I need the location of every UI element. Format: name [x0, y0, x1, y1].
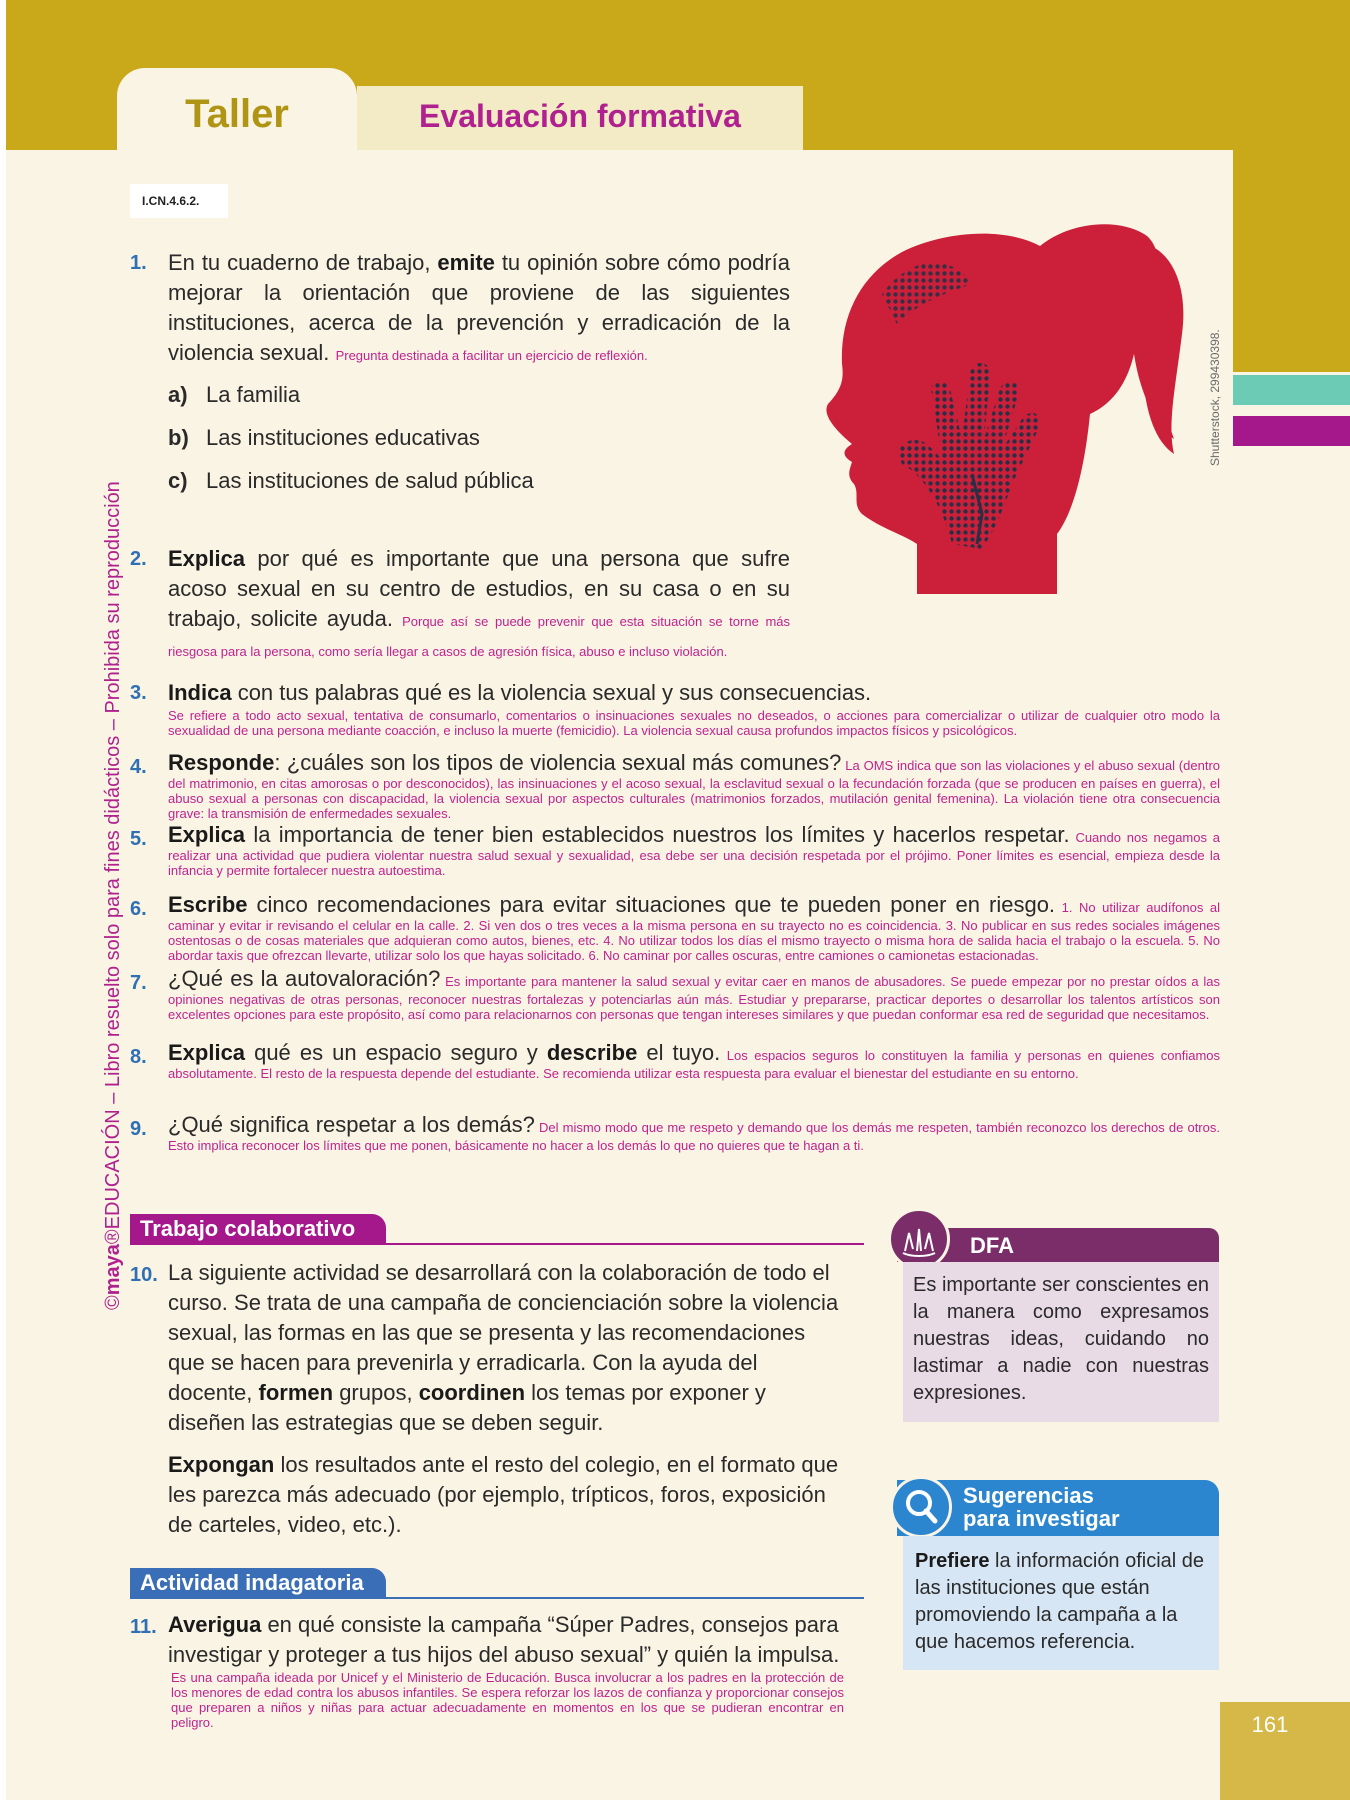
q10-p2: los resultados ante el resto del colegio, en el formato que les parezca más adecuado (por ejemplo, trípticos, foros, exposición de carteles, video, etc.). — [168, 1452, 839, 1537]
q6 — [168, 892, 1220, 963]
teal-edge-tab — [1233, 375, 1350, 405]
q8-answer: Los espacios seguros lo constituyen la familia y personas en quienes confiamos absolutamente. El resto de la respuesta depende del estudiante. Se recomienda utilizar esta respuesta para evaluar el bienestar del estudiante en su entorno. — [168, 1048, 1220, 1081]
q8-number: 8. — [130, 1046, 147, 1068]
q9 — [168, 1112, 1220, 1153]
q7-answer: Es importante para mantener la salud sexual y evitar caer en manos de abusadores. Se puede empezar por no prestar oídos a las opiniones negativas de otras personas, reconocer nuestras fortalezas y potenciarlas aún más. Estudiar y prepararse, practicar deportes o desarrollar los talentos artísticos son excelentes opciones para este propósito, así como para relacionarnos con personas que tengan intereses similares y que puedan conformar esa red de seguridad que necesitamos. — [168, 974, 1220, 1022]
q5-text: la importancia de tener bien establecidos nuestros los límites y hacerlos respetar. — [245, 822, 1070, 847]
q7 — [168, 966, 1220, 1022]
q10-verb3: Expongan — [168, 1452, 275, 1477]
q5 — [168, 822, 1220, 878]
q8-verb: Explica — [168, 1040, 246, 1065]
q3-verb: Indica — [168, 680, 232, 705]
q11-verb: Averigua — [168, 1612, 262, 1637]
q8 — [168, 1040, 1220, 1081]
right-banner — [1233, 0, 1350, 372]
trabajo-colaborativo-header: Trabajo colaborativo — [130, 1214, 386, 1244]
q1-item-c-text: Las instituciones de salud pública — [206, 468, 534, 493]
q1-item-a — [168, 382, 300, 408]
q11-number: 11. — [130, 1616, 157, 1638]
q10-verb1: formen — [258, 1380, 334, 1405]
q5-verb: Explica — [168, 822, 246, 847]
image-credit: Shutterstock, 299430398. — [1208, 329, 1222, 466]
q4-text: : ¿cuáles son los tipos de violencia sexual más comunes? — [274, 750, 842, 775]
sugerencias-title-line2: para investigar — [963, 1506, 1120, 1531]
sugerencias-title-line1: Sugerencias — [963, 1483, 1094, 1508]
dfa-title: DFA — [970, 1233, 1014, 1258]
indicator-code: I.CN.4.6.2. — [130, 184, 228, 218]
q1-item-a-text: La familia — [206, 382, 301, 407]
sugerencias-verb: Prefiere — [915, 1550, 990, 1572]
q6-number: 6. — [130, 898, 147, 920]
evaluacion-title: Evaluación formativa — [419, 98, 741, 134]
q9-number: 9. — [130, 1118, 147, 1140]
q1-number: 1. — [130, 252, 147, 274]
q9-answer: Del mismo modo que me respeto y demando que los demás me respeten, también reconozco los derechos de otros. Esto implica reconocer los límites que me ponen, básicamente no hacer a los demás lo que no quieres que te hagan a ti. — [168, 1120, 1220, 1153]
q6-text: cinco recomendaciones para evitar situaciones que te pueden poner en riesgo. — [247, 892, 1056, 917]
magnifier-icon — [890, 1476, 952, 1538]
q2-number: 2. — [130, 548, 147, 570]
q2-verb: Explica — [168, 546, 246, 571]
q7-number: 7. — [130, 972, 147, 994]
q1-pre: En tu cuaderno de trabajo, — [168, 250, 438, 275]
q7-text: ¿Qué es la autovaloración? — [168, 966, 441, 991]
side-copyright: ©maya®EDUCACIÓN – Libro resuelto solo para fines didácticos – Prohibida su reproducción — [102, 481, 124, 1310]
q1 — [168, 248, 790, 368]
q1-item-b — [168, 425, 480, 451]
q1-item-c-letter: c) — [168, 468, 188, 493]
indagatoria-divider — [130, 1597, 864, 1599]
q8-verb2: describe — [546, 1040, 638, 1065]
purple-edge-tab — [1233, 416, 1350, 446]
q4-number: 4. — [130, 756, 147, 778]
q8-text: el tuyo. — [637, 1040, 721, 1065]
taller-title: Taller — [185, 92, 289, 136]
q1-item-c — [168, 468, 534, 494]
q11-text: en qué consiste la campaña “Súper Padres, consejos para investigar y proteger a tus hijos del abuso sexual” y quién la impulsa. — [168, 1612, 840, 1667]
trabajo-divider — [130, 1243, 864, 1245]
q3 — [168, 678, 1220, 738]
q10-p1-mid: grupos, — [333, 1380, 419, 1405]
q8-mid: qué es un espacio seguro y — [245, 1040, 547, 1065]
sugerencias-body: la información oficial de las instituciones que están promoviendo la campaña a la que hacemos referencia. — [915, 1550, 1205, 1653]
q9-text: ¿Qué significa respetar a los demás? — [168, 1112, 535, 1137]
q2-text: por qué es importante que una persona que sufre acoso sexual en su centro de estudios, en su casa o en su trabajo, solicite ayuda. — [168, 546, 790, 631]
head-illustration — [822, 214, 1202, 594]
q4-verb: Responde — [168, 750, 275, 775]
q3-number: 3. — [130, 682, 147, 704]
sugerencias-title — [963, 1484, 1120, 1530]
q6-answer: 1. No utilizar audífonos al caminar y evitar ir revisando el celular en la calle. 2. Si ven dos o tres veces a la misma persona en su trayecto no es coincidencia. 3. No publicar en sus redes sociales imágenes ostentosas o de cosas materiales que adquieran como autos, bienes, etc. 4. No utilizar todos los días el mismo trayecto o misma hora de salida hacia el trabajo o la escuela. 5. No abordar taxis que ofrezcan llevarte, utilizar solo los que hayas solicitado. 6. No caminar por calles oscuras, entre camiones o camionetas estacionadas. — [168, 900, 1220, 963]
brand-logo: maya — [102, 1244, 124, 1296]
q4-answer: La OMS indica que son las violaciones y el abuso sexual (dentro del matrimonio, en citas amorosas o por desconocidos), las insinuaciones y el acoso sexual, la esclavitud sexual o la fecundación forzada (que se producen en países en guerra), el abuso sexual a personas con discapacidad, la violencia sexual por aspectos culturales (matrimonios forzados, mutilación genital femenina). La violación tiene otra consecuencia grave: la transmisión de enfermedades sexuales. — [168, 758, 1220, 821]
q5-number: 5. — [130, 828, 147, 850]
q2 — [168, 544, 790, 664]
q6-verb: Escribe — [168, 892, 248, 917]
q10 — [168, 1258, 844, 1540]
q1-text: tu opinión sobre cómo podría mejorar la orientación que proviene de las siguientes instituciones, acerca de la prevención y erradicación de la violencia sexual. — [168, 250, 790, 365]
side-copyright-text: EDUCACIÓN – Libro resuelto solo para fines didácticos – Prohibida su reproducción — [102, 481, 124, 1230]
q1-item-b-text: Las instituciones educativas — [206, 425, 480, 450]
q1-item-a-letter: a) — [168, 382, 188, 407]
sugerencias-text — [903, 1536, 1219, 1670]
q3-text: con tus palabras qué es la violencia sexual y sus consecuencias. — [231, 680, 872, 705]
q4 — [168, 750, 1220, 821]
hands-icon — [888, 1208, 950, 1270]
page-number: 161 — [1251, 1712, 1289, 1737]
q3-answer: Se refiere a todo acto sexual, tentativa de consumarlo, comentarios o insinuaciones sexuales no deseados, o acciones para comercializar o utilizar de cualquier otro modo la sexualidad de una persona mediante coacción, e incluso la muerte (femicidio). La violencia sexual causa profundos impactos físicos y psicológicos. — [168, 708, 1220, 738]
q5-answer: Cuando nos negamos a realizar una actividad que pudiera violentar nuestra salud sexual y sexualidad, esa debe ser una decisión respetada por el prójimo. Poner límites es esencial, empieza desde la infancia y permite fortalecer nuestra autoestima. — [168, 830, 1220, 878]
q10-number: 10. — [130, 1264, 158, 1286]
q10-p1-post: los temas por exponer y diseñen las estrategias que se deben seguir. — [168, 1380, 766, 1435]
q11-answer: Es una campaña ideada por Unicef y el Ministerio de Educación. Busca involucrar a los padres en la protección de los menores de edad contra los abusos infantiles. Se espera reforzar los lazos de confianza y proporcionar consejos que preparen a niños y niñas para actuar adecuadamente en momentos en los que se pudieran encontrar en peligro. — [171, 1670, 844, 1730]
q2-answer: Porque así se puede prevenir que esta situación se torne más riesgosa para la persona, como sería llegar a casos de agresión física, abuso e incluso violación. — [168, 614, 791, 659]
q10-p1-pre: La siguiente actividad se desarrollará con la colaboración de todo el curso. Se trata de una campaña de concienciación sobre la violencia sexual, las formas en las que se presenta y las recomendaciones que se hacen para prevenirla y erradicarla. Con la ayuda del docente, — [168, 1260, 839, 1405]
q1-verb: emite — [437, 250, 495, 275]
actividad-indagatoria-header: Actividad indagatoria — [130, 1568, 386, 1598]
q1-answer: Pregunta destinada a facilitar un ejercicio de reflexión. — [335, 348, 648, 363]
dfa-text: Es importante ser conscientes en la manera como expresamos nuestras ideas, cuidando no lastimar a nadie con nuestras expresiones. — [903, 1262, 1219, 1422]
q11 — [168, 1610, 844, 1730]
q10-verb2: coordinen — [418, 1380, 526, 1405]
q1-item-b-letter: b) — [168, 425, 189, 450]
